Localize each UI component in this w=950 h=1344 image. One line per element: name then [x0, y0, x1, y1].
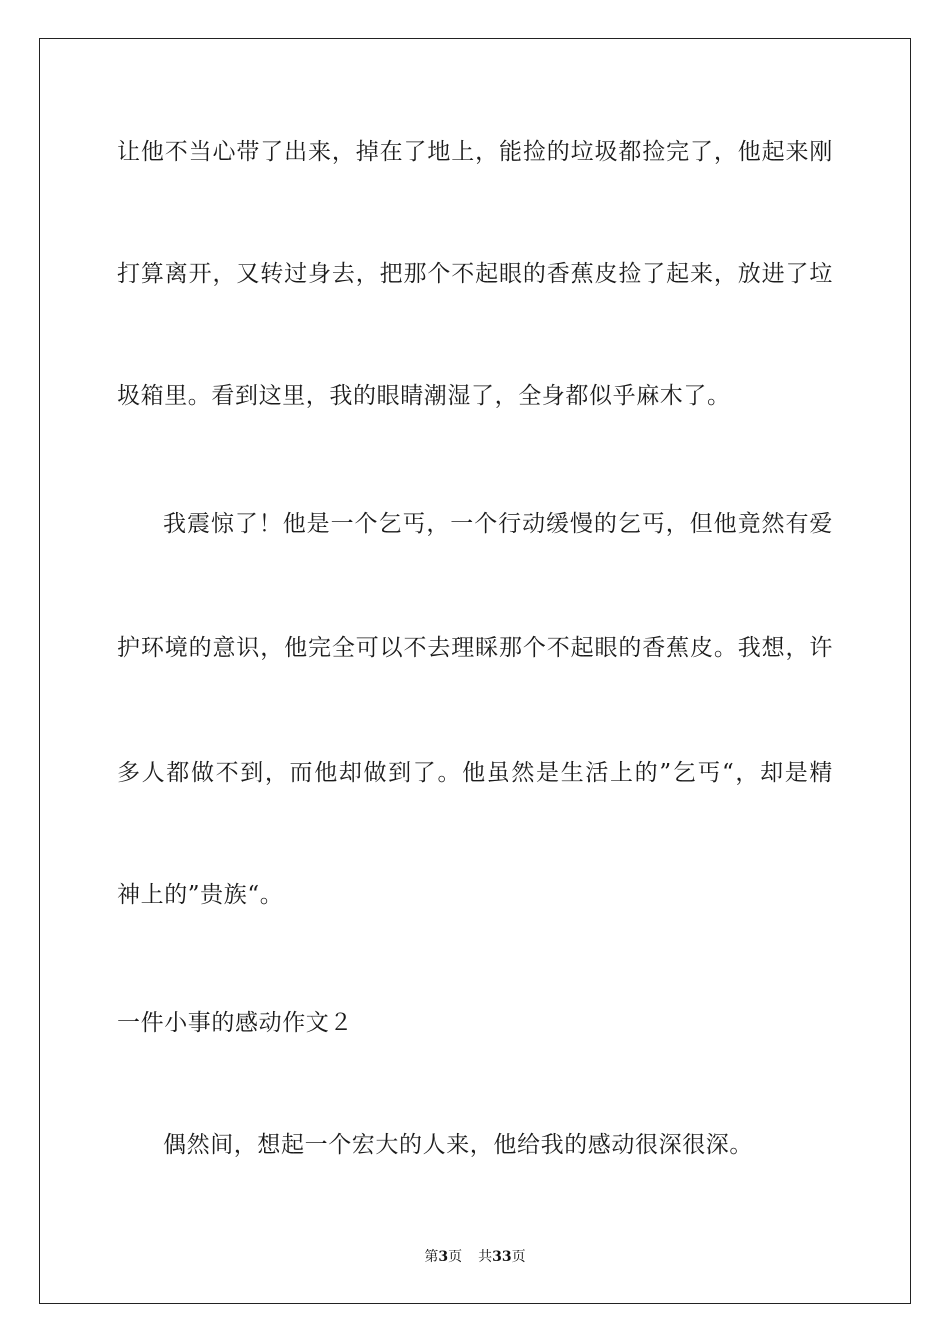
body-text-line: 神上的”贵族“。	[117, 882, 284, 908]
body-text-line: 让他不当心带了出来，掉在了地上，能捡的垃圾都捡完了，他起来刚	[117, 139, 833, 165]
total-unit: 页	[511, 1249, 526, 1265]
body-text-line: 打算离开，又转过身去，把那个不起眼的香蕉皮捡了起来，放进了垃	[117, 261, 833, 287]
page-border	[39, 38, 911, 1304]
page-prefix: 第	[424, 1249, 439, 1265]
paragraph-first-line: 我震惊了！他是一个乞丐，一个行动缓慢的乞丐，但他竟然有爱	[163, 511, 833, 537]
section-heading: 一件小事的感动作文２	[117, 1010, 353, 1036]
total-prefix: 共	[478, 1249, 493, 1265]
body-text-line: 多人都做不到，而他却做到了。他虽然是生活上的”乞丐“，却是精	[117, 760, 833, 786]
body-text-line: 圾箱里。看到这里，我的眼睛潮湿了，全身都似乎麻木了。	[117, 383, 731, 409]
page-footer	[0, 1247, 950, 1267]
body-text-line: 护环境的意识，他完全可以不去理睬那个不起眼的香蕉皮。我想，许	[117, 635, 833, 661]
current-page-number: 3	[438, 1249, 449, 1265]
total-page-count: 33	[492, 1249, 512, 1265]
page-unit: 页	[448, 1249, 463, 1265]
paragraph-first-line: 偶然间，想起一个宏大的人来，他给我的感动很深很深。	[163, 1132, 753, 1158]
